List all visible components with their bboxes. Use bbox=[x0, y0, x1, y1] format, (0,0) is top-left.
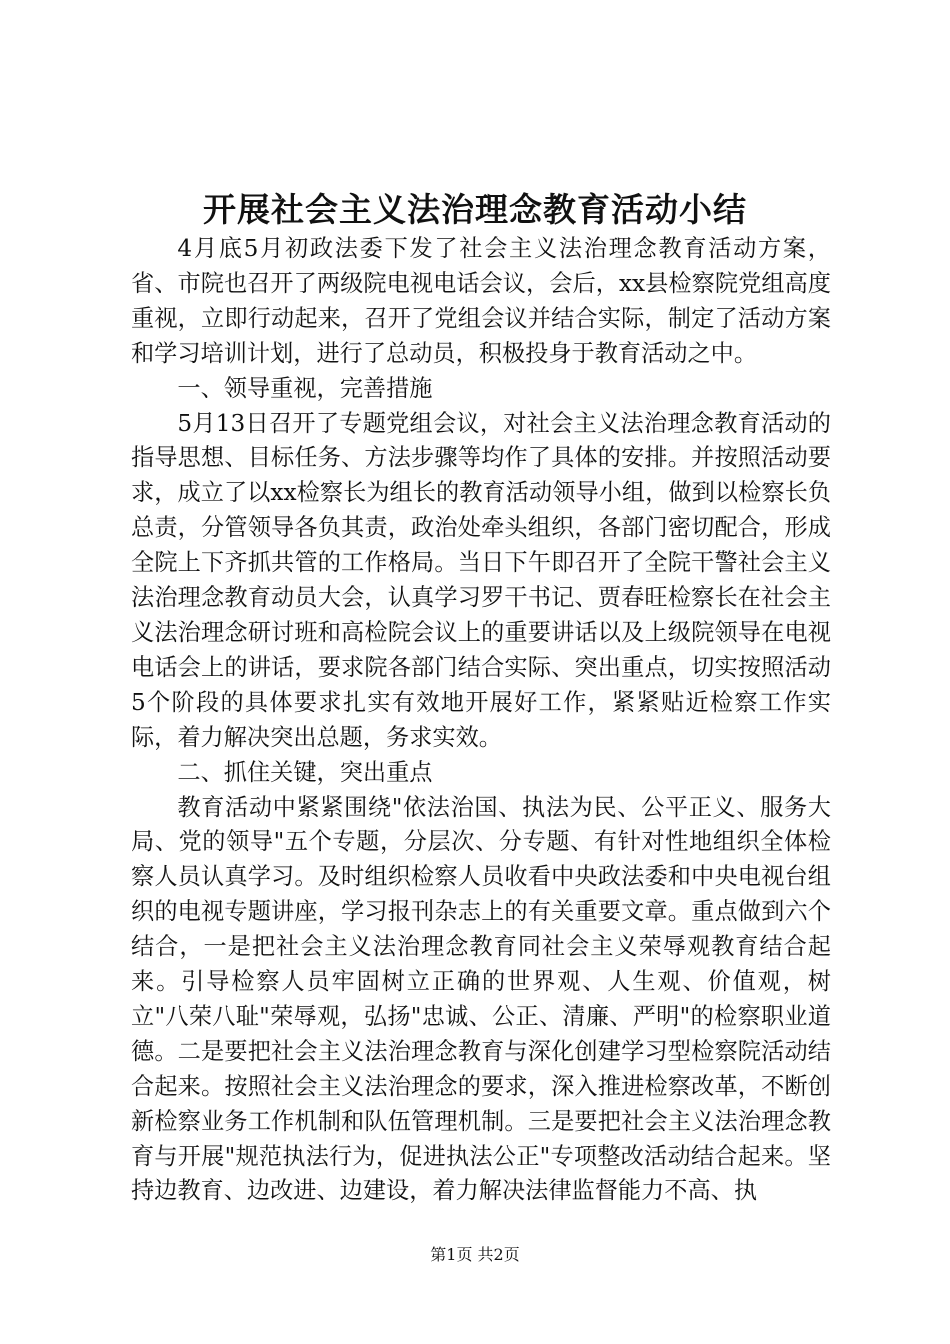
document-body bbox=[131, 232, 831, 1209]
page-number-footer: 第1页 共2页 bbox=[430, 1245, 520, 1264]
section-1-paragraph: 5月13日召开了专题党组会议，对社会主义法治理念教育活动的指导思想、目标任务、方法步骤等均作了具体的安排。并按照活动要求，成立了以xx检察长为组长的教育活动领导小组，做到以检察长负总责，分管领导各负其责，政治处牵头组织，各部门密切配合，形成全院上下齐抓共管的工作格局。当日下午即召开了全院干警社会主义法治理念教育动员大会，认真学习罗干书记、贾春旺检察长在社会主义法治理念研讨班和高检院会议上的重要讲话以及上级院领导在电视电话会上的讲话，要求院各部门结合实际、突出重点，切实按照活动5个阶段的具体要求扎实有效地开展好工作，紧紧贴近检察工作实际，着力解决突出总题，务求实效。 bbox=[131, 409, 831, 751]
section-heading-1: 一、领导重视，完善措施 bbox=[177, 374, 433, 402]
section-2-paragraph: 教育活动中紧紧围绕"依法治国、执法为民、公平正义、服务大局、党的领导"五个专题，分层次、分专题、有针对性地组织全体检察人员认真学习。及时组织检察人员收看中央政法委和中央电视台组织的电视专题讲座，学习报刊杂志上的有关重要文章。重点做到六个结合，一是把社会主义法治理念教育同社会主义荣辱观教育结合起来。引导检察人员牢固树立正确的世界观、人生观、价值观，树立"八荣八耻"荣辱观，弘扬"忠诚、公正、清廉、严明"的检察职业道德。二是要把社会主义法治理念教育与深化创建学习型检察院活动结合起来。按照社会主义法治理念的要求，深入推进检察改革，不断创新检察业务工作机制和队伍管理机制。三是要把社会主义法治理念教育与开展"规范执法行为，促进执法公正"专项整改活动结合起来。坚持边教育、边改进、边建设，着力解决法律监督能力不高、执 bbox=[131, 793, 831, 1205]
section-heading-2: 二、抓住关键，突出重点 bbox=[177, 758, 433, 786]
intro-paragraph: 4月底5月初政法委下发了社会主义法治理念教育活动方案，省、市院也召开了两级院电视电话会议，会后，xx县检察院党组高度重视，立即行动起来，召开了党组会议并结合实际，制定了活动方案和学习培训计划，进行了总动员，积极投身于教育活动之中。 bbox=[131, 235, 831, 367]
document-title: 开展社会主义法治理念教育活动小结 bbox=[203, 190, 747, 229]
